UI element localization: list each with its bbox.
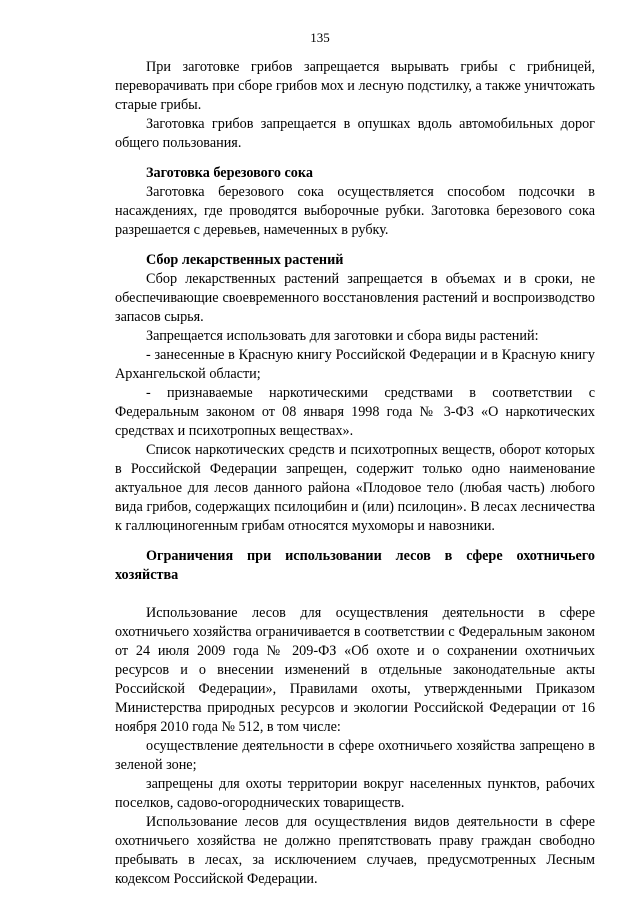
page-number: 135 — [310, 30, 330, 45]
paragraph-narcotics-list: Список наркотических средств и психотропных веществ, оборот которых в Российской Федерации запрещен, содержит только одно наименование актуальное для лесов данного района «Плодовое тело (любая часть) любого вида грибов, содержащих псилоцибин и (или) псилоцин». В лесах лесничества к галлюциногенным грибам относятся мухоморы и навозники. — [115, 442, 595, 534]
paragraph-settlements: запрещены для охоты территории вокруг населенных пунктов, рабочих поселков, садово-огороднических товариществ. — [115, 776, 595, 811]
paragraph-citizens-rights: Использование лесов для осуществления видов деятельности в сфере охотничьего хозяйства не должно препятствовать праву граждан свободно пребывать в лесах, за исключением случаев, предусмотренных Лесным кодексом Российской Федерации. — [115, 814, 595, 887]
paragraph-medicinal-limits: Сбор лекарственных растений запрещается в объемах и в сроки, не обеспечивающие своевременного восстановления растений и воспроизводство запасов сырья. — [115, 271, 595, 325]
paragraph-green-zone: осуществление деятельности в сфере охотничьего хозяйства запрещено в зеленой зоне; — [115, 738, 595, 773]
list-item-red-book: - занесенные в Красную книгу Российской Федерации и в Красную книгу Архангельской области; — [115, 347, 595, 382]
paragraph-prohibited-species: Запрещается использовать для заготовки и сбора виды растений: — [146, 328, 539, 344]
heading-medicinal-plants: Сбор лекарственных растений — [146, 252, 344, 268]
paragraph-mushroom-roads: Заготовка грибов запрещается в опушках вдоль автомобильных дорог общего пользования. — [115, 116, 595, 151]
paragraph-hunting-law: Использование лесов для осуществления деятельности в сфере охотничьего хозяйства ограничивается в соответствии с Федеральным законом от 24 июля 2009 года № 209-ФЗ «Об охоте и о сохранении охотничьих ресурсов и о внесении изменений в отдельные законодательные акты Российской Федерации», Правилами охоты, утвержденными Приказом Министерства природных ресурсов и экологии Российской Федерации от 16 ноября 2010 года № 512, в том числе: — [115, 605, 595, 735]
paragraph-birch-sap: Заготовка березового сока осуществляется способом подсочки в насаждениях, где проводятся выборочные рубки. Заготовка березового сока разрешается с деревьев, намеченных в рубку. — [115, 184, 595, 238]
heading-birch-sap: Заготовка березового сока — [146, 165, 313, 181]
paragraph-mushroom-rules: При заготовке грибов запрещается вырывать грибы с грибницей, переворачивать при сборе грибов мох и лесную подстилку, а также уничтожать старые грибы. — [115, 59, 595, 113]
page-content — [115, 58, 595, 889]
list-item-narcotics: - признаваемые наркотическими средствами в соответствии с Федеральным законом от 08 января 1998 года № 3-ФЗ «О наркотических средствах и психотропных веществах». — [115, 385, 595, 439]
heading-hunting-restrictions: Ограничения при использовании лесов в сфере охотничьего хозяйства — [115, 548, 595, 583]
